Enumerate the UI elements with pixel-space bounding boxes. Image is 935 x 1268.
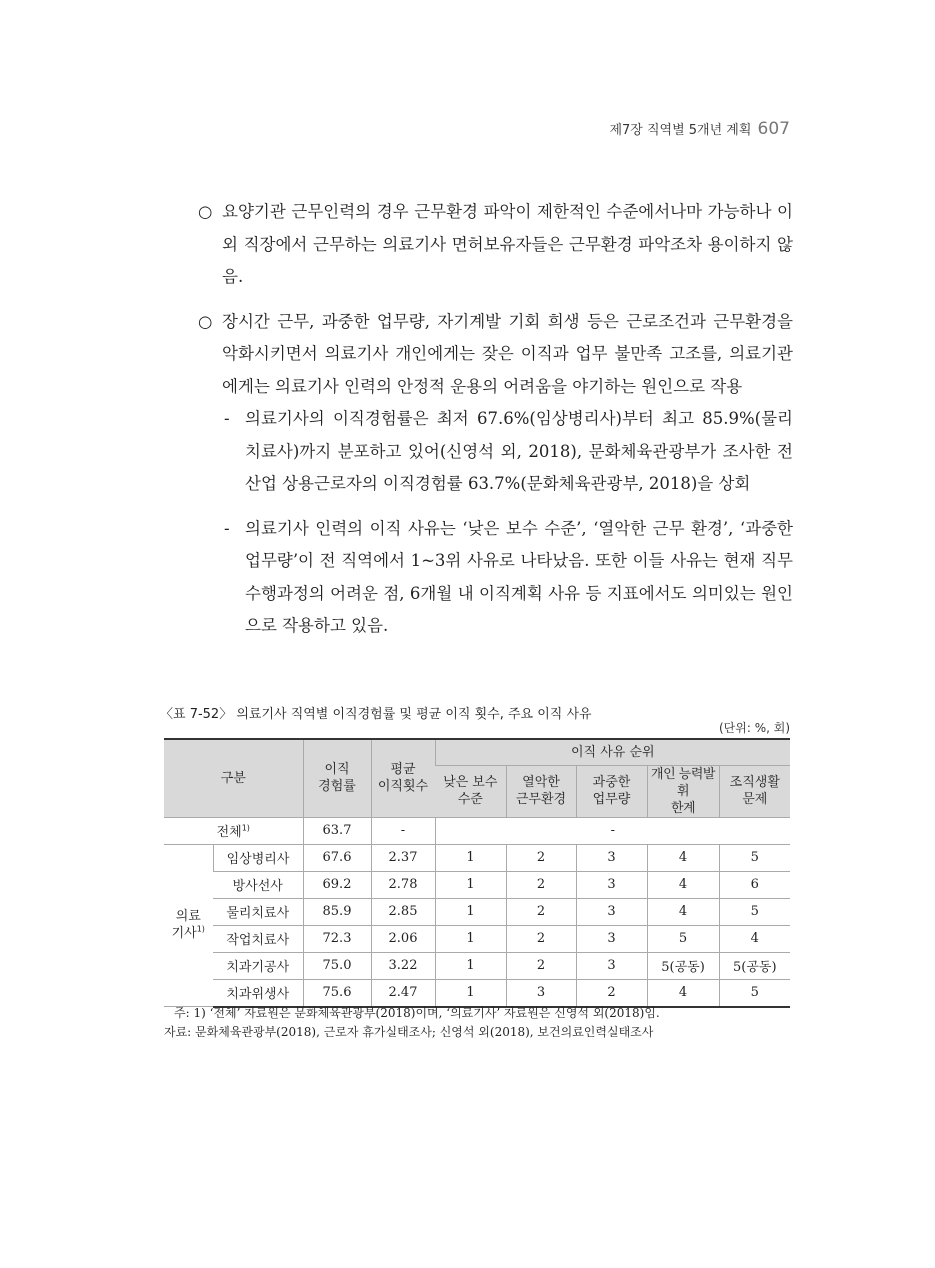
table-caption: 〈표 7-52〉 의료기사 직역별 이직경험률 및 평균 이직 횟수, 주요 이직 사유	[160, 707, 592, 722]
reason-rank-cell: 5	[719, 979, 790, 1007]
reason-rank-cell: 4	[719, 925, 790, 952]
table-row	[164, 925, 790, 952]
paragraph-text: 요양기관 근무인력의 경우 근무환경 파악이 제한적인 수준에서나마 가능하나 이외 직장에서 근무하는 의료기사 면허보유자들은 근무환경 파악조차 용이하지 않음.	[222, 202, 793, 286]
row-label: 임상병리사	[213, 844, 303, 871]
table-row	[164, 898, 790, 925]
table-footnote: 주: 1) ‘전체’ 자료원은 문화체육관광부(2018)이며, ‘의료기사’ 자료원은 신영석 외(2018)임.	[174, 1006, 660, 1020]
bullet-paragraph	[198, 306, 793, 404]
reason-rank-cell: 5	[719, 898, 790, 925]
reason-rank-cell: 2	[506, 871, 576, 898]
table-notes	[164, 1004, 660, 1042]
row-label: 전체$^{1)}$	[164, 817, 303, 844]
reason-rank-cell: 3	[576, 925, 647, 952]
reason-rank-cell: 5	[719, 844, 790, 871]
row-label: 작업치료사	[213, 925, 303, 952]
avg-count-cell: 2.06	[371, 925, 435, 952]
turnover-rate-cell: 72.3	[303, 925, 371, 952]
group-label: 의료 기사$^{1)}$	[164, 844, 213, 1007]
avg-count-cell: 2.85	[371, 898, 435, 925]
paragraph-text: 장시간 근무, 과중한 업무량, 자기계발 기회 희생 등은 근로조건과 근무환경을 악화시키면서 의료기사 개인에게는 잦은 이직과 업무 불만족 고조를, 의료기관에게는 의료기사 인력의 안정적 운용의 어려움을 야기하는 원인으로 작용	[222, 311, 793, 396]
chapter-title: 제7장 직역별 5개년 계획	[609, 123, 752, 138]
circle-bullet: ○	[198, 202, 213, 221]
row-label: 방사선사	[213, 871, 303, 898]
reason-rank-cell: 2	[506, 844, 576, 871]
header-reason-ability-limit: 개인 능력발휘 한계	[647, 765, 719, 817]
body-text	[198, 196, 793, 643]
bullet-paragraph	[198, 196, 793, 294]
header-avg-turnover-count: 평균 이직횟수	[371, 739, 435, 817]
avg-count-cell: 2.47	[371, 979, 435, 1007]
table-row	[164, 871, 790, 898]
reason-rank-cell: 1	[435, 898, 506, 925]
running-header	[609, 119, 790, 139]
reason-rank-cell: 3	[576, 898, 647, 925]
reason-rank-cell: 2	[506, 898, 576, 925]
row-label: 치과위생사	[213, 979, 303, 1007]
header-category: 구분	[164, 739, 303, 817]
reason-rank-cell: 1	[435, 871, 506, 898]
reason-rank-cell: 2	[576, 979, 647, 1007]
circle-bullet: ○	[198, 311, 213, 331]
turnover-rate-cell: 63.7	[303, 817, 371, 844]
table-row	[164, 979, 790, 1007]
turnover-rate-cell: 75.0	[303, 952, 371, 979]
dash-item-text: 의료기사의 이직경험률은 최저 67.6%(임상병리사)부터 최고 85.9%(물리치료사)까지 분포하고 있어(신영석 외, 2018), 문화체육관광부가 조사한 전산업 상용근로자의 이직경험률 63.7%(문화체육관광부, 2018)을 상회	[245, 409, 793, 493]
reason-rank-cell: 1	[435, 925, 506, 952]
reason-rank-cell: 3	[576, 952, 647, 979]
reason-rank-cell: 1	[435, 844, 506, 871]
dash-item	[198, 513, 793, 643]
reason-rank-cell: 4	[647, 844, 719, 871]
header-reason-workload: 과중한 업무량	[576, 765, 647, 817]
row-label: 치과기공사	[213, 952, 303, 979]
reason-ranks-cell: -	[435, 817, 790, 844]
turnover-rate-cell: 67.6	[303, 844, 371, 871]
dash-bullet: -	[224, 518, 230, 538]
reason-rank-cell: 6	[719, 871, 790, 898]
avg-count-cell: 2.37	[371, 844, 435, 871]
table-source: 자료: 문화체육관광부(2018), 근로자 휴가실태조사; 신영석 외(2018), 보건의료인력실태조사	[164, 1025, 654, 1039]
table-row	[164, 844, 790, 871]
header-turnover-rate: 이직 경험률	[303, 739, 371, 817]
reason-rank-cell: 4	[647, 871, 719, 898]
reason-rank-cell: 4	[647, 898, 719, 925]
avg-count-cell: -	[371, 817, 435, 844]
turnover-rate-cell: 75.6	[303, 979, 371, 1007]
table-unit: (단위: %, 회)	[718, 721, 790, 735]
dash-item	[198, 403, 793, 501]
reason-rank-cell: 2	[506, 925, 576, 952]
row-label: 물리치료사	[213, 898, 303, 925]
reason-rank-cell: 3	[576, 871, 647, 898]
turnover-rate-cell: 85.9	[303, 898, 371, 925]
reason-rank-cell: 3	[506, 979, 576, 1007]
turnover-rate-cell: 69.2	[303, 871, 371, 898]
reason-rank-cell: 1	[435, 979, 506, 1007]
header-reason-poor-environment: 열악한 근무환경	[506, 765, 576, 817]
avg-count-cell: 2.78	[371, 871, 435, 898]
dash-bullet: -	[224, 409, 230, 428]
header-reason-rank-group: 이직 사유 순위	[435, 739, 790, 765]
page-number: 607	[757, 119, 790, 139]
reason-rank-cell: 5(공동)	[719, 952, 790, 979]
table-row	[164, 952, 790, 979]
turnover-table	[164, 738, 790, 1008]
reason-rank-cell: 2	[506, 952, 576, 979]
header-reason-org-life: 조직생활 문제	[719, 765, 790, 817]
table-row-total	[164, 817, 790, 844]
avg-count-cell: 3.22	[371, 952, 435, 979]
reason-rank-cell: 1	[435, 952, 506, 979]
reason-rank-cell: 5(공동)	[647, 952, 719, 979]
reason-rank-cell: 4	[647, 979, 719, 1007]
header-reason-low-pay: 낮은 보수 수준	[435, 765, 506, 817]
reason-rank-cell: 5	[647, 925, 719, 952]
dash-item-text: 의료기사 인력의 이직 사유는 ‘낮은 보수 수준’, ‘열악한 근무 환경’, ‘과중한 업무량’이 전 직역에서 1~3위 사유로 나타났음. 또한 이들 사유는 현재 직무수행과정의 어려운 점, 6개월 내 이직계획 사유 등 지표에서도 의미있는 원인으로 작용하고 있음.	[245, 518, 793, 635]
reason-rank-cell: 3	[576, 844, 647, 871]
